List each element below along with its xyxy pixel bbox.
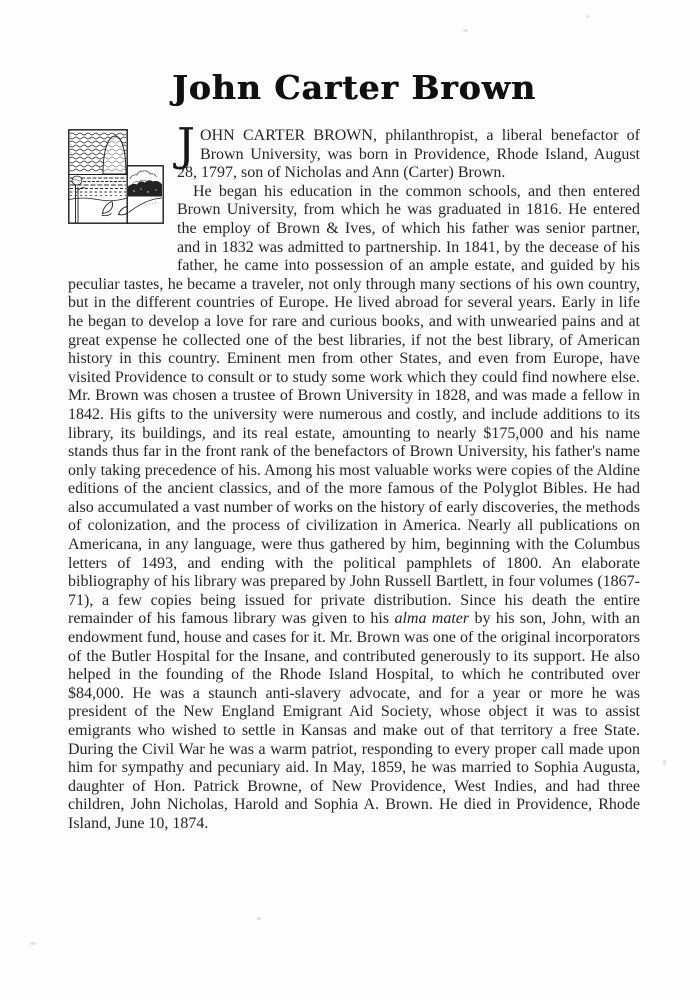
body-text-italic: alma mater xyxy=(394,610,470,628)
scan-artifact xyxy=(257,917,261,920)
paragraph-body xyxy=(68,183,640,834)
page-content xyxy=(68,68,640,834)
body-text-before-italic: He began his education in the common schools, and then entered Brown University, from which he was graduated in 1816. He entered the employ of Brown & Ives, of which his father was senior partner, and in 1832 was admitted to partnership. In 1841, by the decease of his father, he came into possession of an ample estate, and guided by his peculiar tastes, he became a traveler, not only through many sections of his own country, but in the different countries of Europe. He lived abroad for several years. Early in life he began to develop a love for rare and curious books, and with unwearied pains and at great expense he collected one of the best libraries, if not the best library, of American history in this country. Eminent men from other States, and even from Europe, have visited Providence to consult or to study some work which they could find nowhere else. Mr. Brown was chosen a trustee of Brown University in 1828, and was made a fellow in 1842. His gifts to the university were numerous and costly, and include additions to its library, its buildings, and its real estate, amounting to nearly $175,000 and his name stands thus far in the front rank of the benefactors of Brown University, his father's name only taking precedence of his. Among his most valuable works were copies of the Aldine editions of the ancient classics, and of the more famous of the Polyglot Bibles. He had also accumulated a vast number of works on the history of early discoveries, the methods of colonization, and the process of civilization in America. Nearly all publications on Americana, in any language, were thus gathered by him, beginning with the Columbus letters of 1493, and ending with the political pamphlets of 1800. An elaborate bibliography of his library was prepared by John Russell Bartlett, in four volumes (1867-71), a few copies being issued for private distribution. Since his death the entire remainder of his famous library was given to his xyxy=(68,182,640,628)
opening-text: OHN CARTER BROWN, philanthropist, a liberal benefactor of Brown University, was born in Providence, Rhode Island, August 28, 1797, son of Nicholas and Ann (Carter) Brown. xyxy=(177,127,640,182)
page-title: John Carter Brown xyxy=(172,68,536,107)
scan-artifact xyxy=(30,942,36,945)
tree-landscape-woodcut-icon xyxy=(68,129,164,224)
biography-article xyxy=(68,118,641,834)
scan-artifact xyxy=(663,760,666,765)
body-text-after-italic: by his son, John, with an endowment fund, house and cases for it. Mr. Brown was one of the original incorporators of the Butler Hospital for the Insane, and contributed generously to its support. He also helped in the founding of the Rhode Island Hospital, to which he contributed over $84,000. He was a staunch anti-slavery advocate, and for a year or more he was president of the New England Emigrant Aid Society, whose object it was to assist emigrants who wished to settle in Kansas and make out of that territory a free State. During the Civil War he was a warm patriot, responding to every proper call made upon him for sympathy and pecuniary aid. In May, 1859, he was married to Sophia Augusta, daughter of Hon. Patrick Browne, of New Providence, West Indies, and had three children, John Nicholas, Harold and Sophia A. Brown. He died in Providence, Rhode Island, June 10, 1874. xyxy=(68,610,641,832)
scan-artifact xyxy=(586,15,589,18)
scan-artifact xyxy=(463,29,468,32)
dropcap-initial: J xyxy=(177,118,196,171)
